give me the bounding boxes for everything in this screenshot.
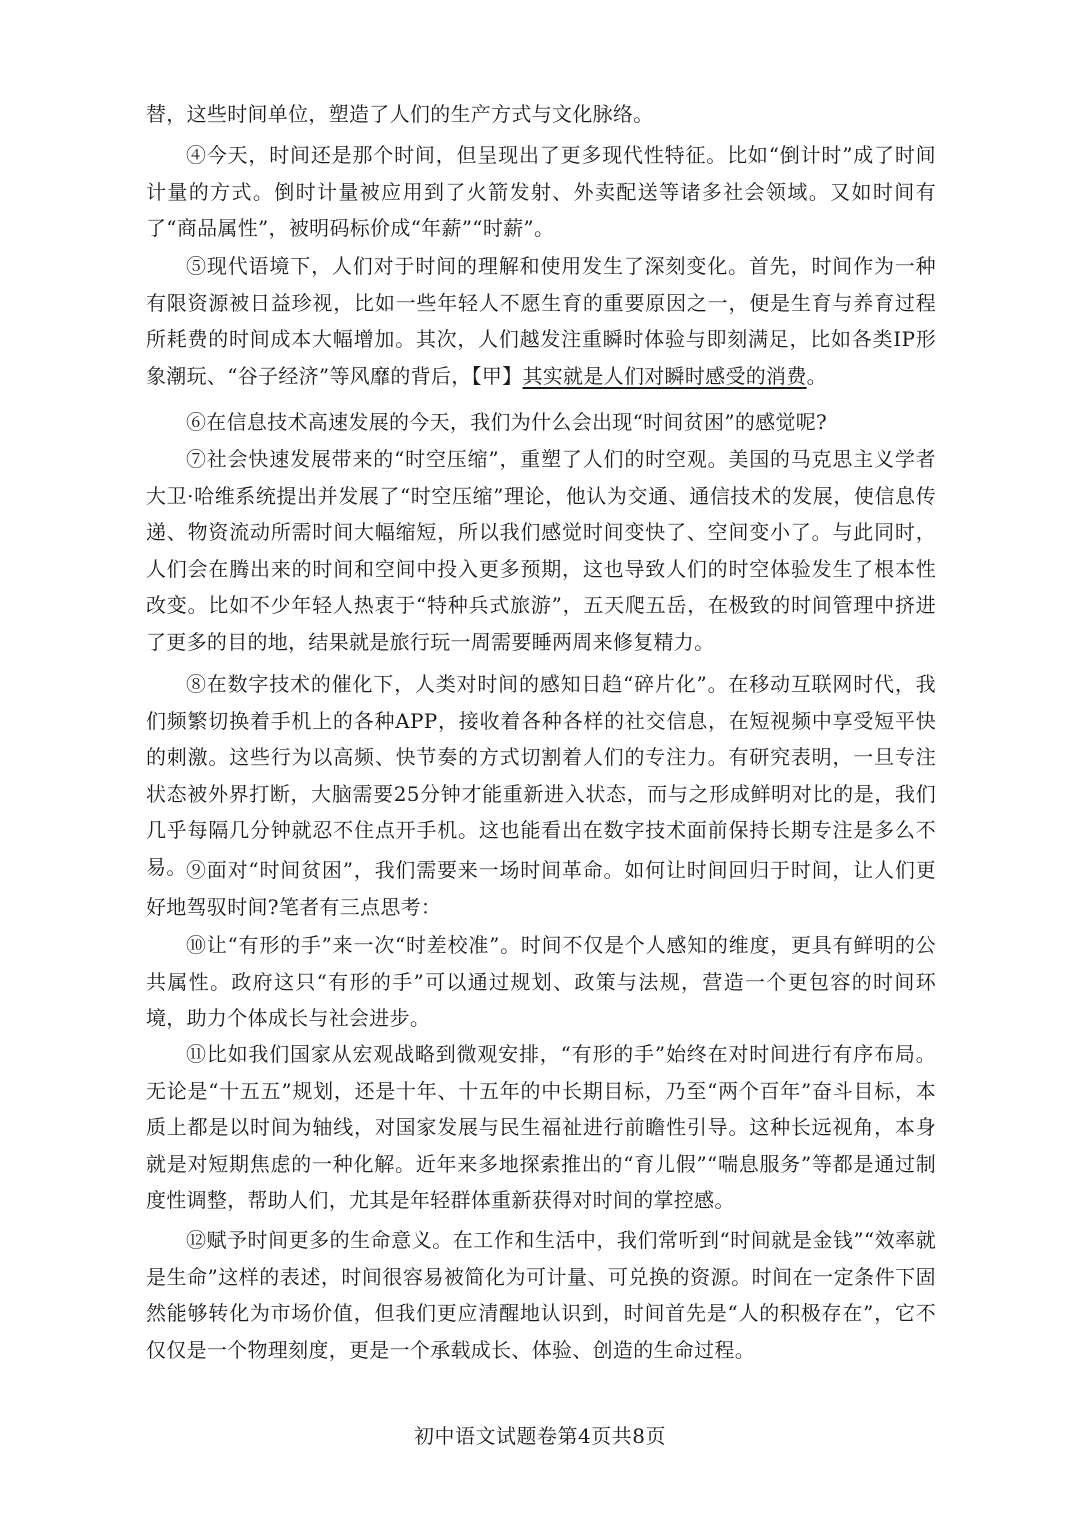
page-footer: 初中语文试题卷第4页共8页 <box>414 1424 666 1448</box>
paragraph-5-text: ⑤现代语境下，人们对于时间的理解和使用发生了深刻变化。首先，时间作为一种有限资源被日益珍视，比如一些年轻人不愿生育的重要原因之一，便是生育与养育过程所耗费的时间成本大幅增加。其次，人们越发注重瞬时体验与即刻满足，比如各类IP形象潮玩、“谷子经济”等风靡的背后，【甲】 <box>146 254 936 388</box>
paragraph-7: ⑦社会快速发展带来的“时空压缩”，重塑了人们的时空观。美国的马克思主义学者大卫·哈维系统提出并发展了“时空压缩”理论，他认为交通、通信技术的发展，使信息传递、物资流动所需时间大幅缩短，所以我们感觉时间变快了、空间变小了。与此同时，人们会在腾出来的时间和空间中投入更多预期，这也导致人们的时空体验发生了根本性改变。比如不少年轻人热衷于“特种兵式旅游”，五天爬五岳，在极致的时间管理中挤进了更多的目的地，结果就是旅行玩一周需要睡两周来修复精力。 <box>146 447 936 654</box>
paragraph-11: ⑪比如我们国家从宏观战略到微观安排，“有形的手”始终在对时间进行有序布局。无论是“十五五”规划，还是十年、十五年的中长期目标，乃至“两个百年”奋斗目标，本质上都是以时间为轴线，对国家发展与民生福祉进行前瞻性引导。这种长远视角，本身就是对短期焦虑的一种化解。近年来多地探索推出的“育儿假”“喘息服务”等都是通过制度性调整，帮助人们，尤其是年轻群体重新获得对时间的掌控感。 <box>146 1042 936 1213</box>
paragraph-10: ⑩让“有形的手”来一次“时差校准”。时间不仅是个人感知的维度，更具有鲜明的公共属性。政府这只“有形的手”可以通过规划、政策与法规，营造一个更包容的时间环境，助力个体成长与社会进步。 <box>146 933 936 1031</box>
paragraph-12: ⑫赋予时间更多的生命意义。在工作和生活中，我们常听到“时间就是金钱”“效率就是生命”这样的表述，时间很容易被简化为可计量、可兑换的资源。时间在一定条件下固然能够转化为市场价值，但我们更应清醒地认识到，时间首先是“人的积极存在”，它不仅仅是一个物理刻度，更是一个承载成长、体验、创造的生命过程。 <box>146 1228 936 1362</box>
underlined-sentence-jia: 其实就是人们对瞬时感受的消费 <box>522 363 807 388</box>
paragraph-continuation: 替，这些时间单位，塑造了人们的生产方式与文化脉络。 <box>146 102 654 126</box>
paragraph-8: ⑧在数字技术的催化下，人类对时间的感知日趋“碎片化”。在移动互联网时代，我们频繁切换着手机上的各种APP，接收着各种各样的社交信息，在短视频中享受短平快的刺激。这些行为以高频、快节奏的方式切割着人们的专注力。有研究表明，一旦专注状态被外界打断，大脑需要25分钟才能重新进入状态，而与之形成鲜明对比的是，我们几乎每隔几分钟就忍不住点开手机。这也能看出在数字技术面前保持长期专注是多么不易。 <box>146 672 936 879</box>
paragraph-5 <box>146 248 936 394</box>
paragraph-6: ⑥在信息技术高速发展的今天，我们为什么会出现“时间贫困”的感觉呢? <box>186 410 828 434</box>
paragraph-5-end: 。 <box>806 363 827 388</box>
paragraph-9: ⑨面对“时间贫困”，我们需要来一场时间革命。如何让时间回归于时间，让人们更好地驾驭时间?笔者有三点思考： <box>146 858 936 919</box>
paragraph-4: ④今天，时间还是那个时间，但呈现出了更多现代性特征。比如“倒计时”成了时间计量的方式。倒时计量被应用到了火箭发射、外卖配送等诸多社会领域。又如时间有了“商品属性”，被明码标价成“年薪”“时薪”。 <box>146 143 936 241</box>
